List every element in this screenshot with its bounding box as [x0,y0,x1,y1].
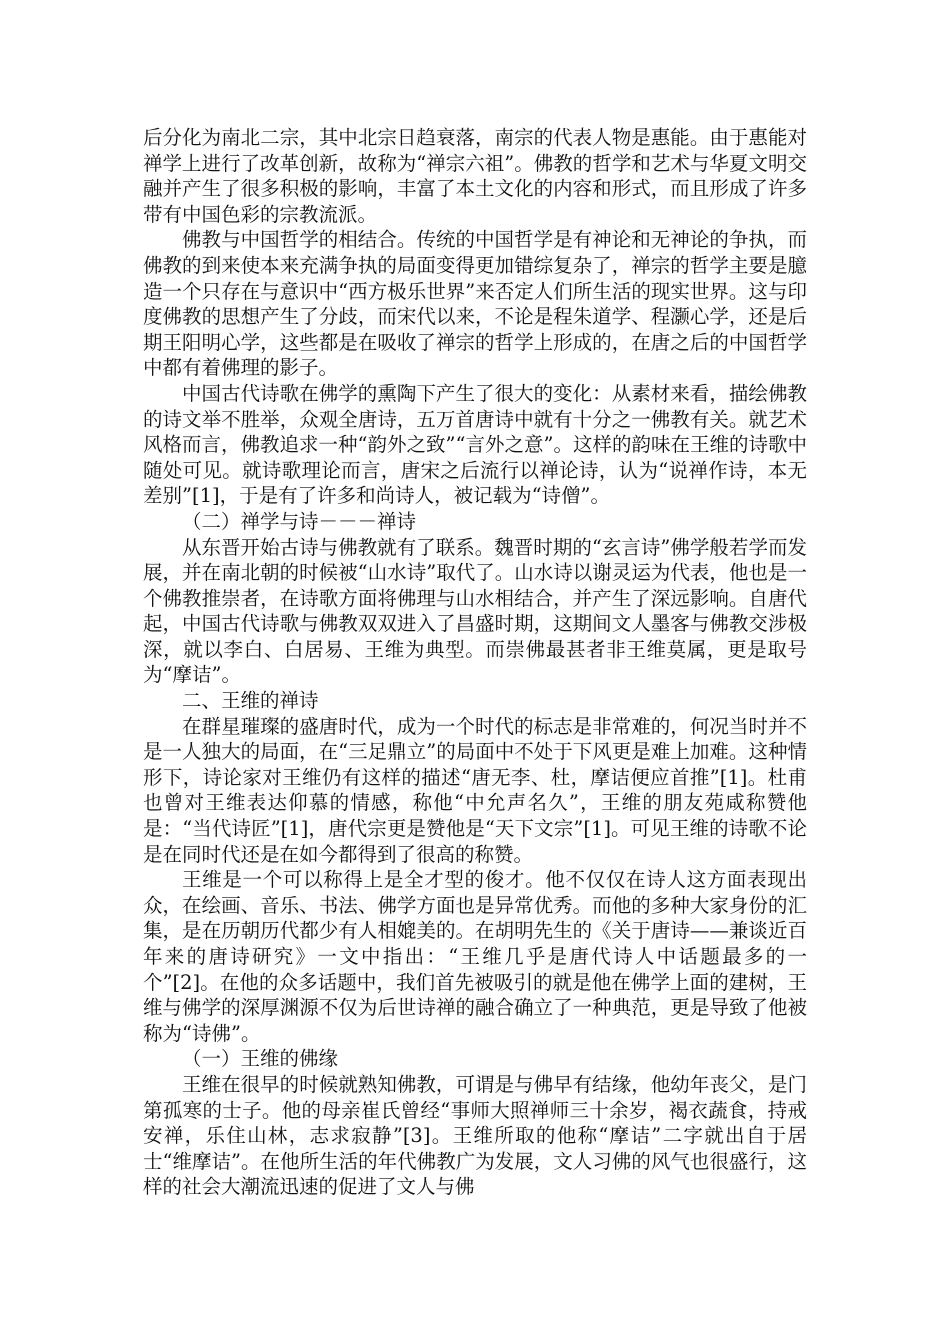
paragraph-buddhism-and-poetry: 中国古代诗歌在佛学的熏陶下产生了很大的变化：从素材来看，描绘佛教的诗文举不胜举，众观全唐诗，五万首唐诗中就有十分之一佛教有关。就艺术风格而言，佛教追求一种“韵外之致”“言外之意”。这样的韵味在王维的诗歌中随处可见。就诗歌理论而言，唐宋之后流行以禅论诗，认为“说禅作诗，本无差别”[1]，于是有了许多和尚诗人，被记载为“诗僧”。 [143,381,807,508]
section-heading-wang-wei-chan-poems: 二、王维的禅诗 [182,689,319,713]
paragraph-wang-wei-reputation: 在群星璀璨的盛唐时代，成为一个时代的标志是非常难的，何况当时并不是一人独大的局面，在“三足鼎立”的局面中不处于下风更是难上加难。这种情形下，诗论家对王维仍有这样的描述“唐无李、杜，摩诘便应首推”[1]。杜甫也曾对王维表达仰慕的情感，称他“中允声名久”，王维的朋友苑咸称赞他是：“当代诗匠”[1]，唐代宗更是赞他是“天下文宗”[1]。可见王维的诗歌不论是在同时代还是在如今都得到了很高的称赞。 [143,714,807,866]
section-heading-wang-wei-buddhist-affinity: （一）王维的佛缘 [182,1047,339,1071]
paragraph-wang-wei-early-life: 王维在很早的时候就熟知佛教，可谓是与佛早有结缘，他幼年丧父，是门第孤寒的士子。他的母亲崔氏曾经“事师大照禅师三十余岁，褐衣蔬食，持戒安禅，乐住山林，志求寂静”[3]。王维所取的他称“摩诘”二字就出自于居士“维摩诘”。在他所生活的年代佛教广为发展，文人习佛的风气也很盛行，这样的社会大潮流迅速的促进了文人与佛 [143,1072,807,1199]
paragraph-eastern-jin-origins: 从东晋开始古诗与佛教就有了联系。魏晋时期的“玄言诗”佛学般若学而发展，并在南北朝的时候被“山水诗”取代了。山水诗以谢灵运为代表，他也是一个佛教推崇者，在诗歌方面将佛理与山水相结合，并产生了深远影响。自唐代起，中国古代诗歌与佛教双双进入了昌盛时期，这期间文人墨客与佛教交涉极深，就以李白、白居易、王维为典型。而崇佛最甚者非王维莫属，更是取号为“摩诘”。 [143,535,807,687]
paragraph-wang-wei-talents: 王维是一个可以称得上是全才型的俊才。他不仅仅在诗人这方面表现出众，在绘画、音乐、书法、佛学方面也是异常优秀。而他的多种大家身份的汇集，是在历朝历代都少有人相媲美的。在胡明先生的《关于唐诗——兼谈近百年来的唐诗研究》一文中指出：“王维几乎是唐代诗人中话题最多的一个”[2]。在他的众多话题中，我们首先被吸引的就是他在佛学上面的建树，王维与佛学的深厚渊源不仅为后世诗禅的融合确立了一种典范，更是导致了他被称为“诗佛”。 [143,868,807,1045]
paragraph-buddhism-and-philosophy: 佛教与中国哲学的相结合。传统的中国哲学是有神论和无神论的争执，而佛教的到来使本来充满争执的局面变得更加错综复杂了，禅宗的哲学主要是臆造一个只存在与意识中“西方极乐世界”来否定人们所生活的现实世界。这与印度佛教的思想产生了分歧，而宋代以来，不论是程朱道学、程灏心学，还是后期王阳明心学，这些都是在吸收了禅宗的哲学上形成的，在唐之后的中国哲学中都有着佛理的影子。 [143,228,807,380]
paragraph-chan-school-split: 后分化为南北二宗，其中北宗日趋衰落，南宗的代表人物是惠能。由于惠能对禅学上进行了改革创新，故称为“禅宗六祖”。佛教的哲学和艺术与华夏文明交融并产生了很多积极的影响，丰富了本土文化的内容和形式，而且形成了许多带有中国色彩的宗教流派。 [143,126,807,226]
document-page [143,125,807,1200]
section-heading-chan-poetry: （二）禅学与诗－－－禅诗 [182,509,417,533]
